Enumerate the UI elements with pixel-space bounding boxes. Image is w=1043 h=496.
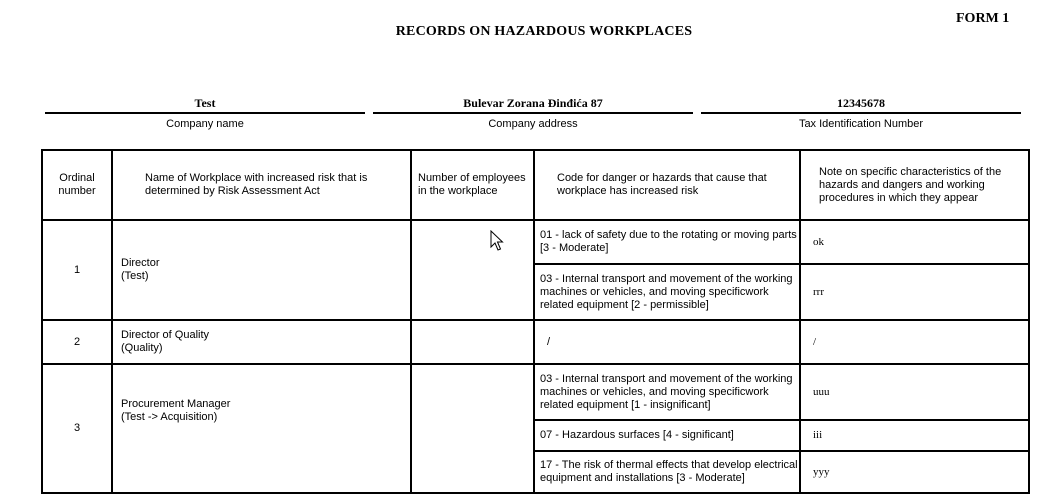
row-workplace: Procurement Manager (Test -> Acquisition) bbox=[112, 364, 411, 493]
mouse-pointer-icon bbox=[490, 230, 504, 252]
header-employee-count: Number of employees in the workplace bbox=[411, 150, 534, 220]
row-employees bbox=[411, 364, 534, 493]
company-address-caption: Company address bbox=[488, 118, 578, 130]
hazard-note-cell: iii bbox=[800, 420, 1029, 451]
row-ordinal: 1 bbox=[42, 220, 112, 320]
hazard-code-cell: 17 - The risk of thermal effects that develop electrical equipment and installations [3 - Moderate] bbox=[534, 451, 800, 493]
header-workplace-name: Name of Workplace with increased risk that is determined by Risk Assessment Act bbox=[112, 150, 411, 220]
table-header-row bbox=[42, 150, 1029, 220]
row-employees bbox=[411, 320, 534, 364]
hazard-code-cell: 07 - Hazardous surfaces [4 - significant] bbox=[534, 420, 800, 451]
hazard-code-cell: 03 - Internal transport and movement of the working machines or vehicles, and moving specificwork related equipment [1 - insignificant] bbox=[534, 364, 800, 420]
row-workplace: Director (Test) bbox=[112, 220, 411, 320]
hazard-note-cell: uuu bbox=[800, 364, 1029, 420]
row-ordinal: 2 bbox=[42, 320, 112, 364]
page-title: RECORDS ON HAZARDOUS WORKPLACES bbox=[395, 24, 693, 39]
tax-id-caption: Tax Identification Number bbox=[798, 118, 924, 130]
company-name-value: Test bbox=[194, 96, 216, 110]
hazard-code-cell: 01 - lack of safety due to the rotating or moving parts [3 - Moderate] bbox=[534, 220, 800, 264]
table-row bbox=[42, 220, 1029, 264]
hazard-code-cell: 03 - Internal transport and movement of the working machines or vehicles, and moving specificwork related equipment [2 - permissible] bbox=[534, 264, 800, 320]
company-name-underline bbox=[45, 112, 365, 114]
company-name-caption: Company name bbox=[166, 118, 244, 130]
tax-id-underline bbox=[701, 112, 1021, 114]
row-employees bbox=[411, 220, 534, 320]
table-row bbox=[42, 320, 1029, 364]
header-ordinal-number: Ordinal number bbox=[42, 150, 112, 220]
row-ordinal: 3 bbox=[42, 364, 112, 493]
hazard-code-cell: / bbox=[534, 320, 800, 364]
tax-id-value: 12345678 bbox=[837, 96, 885, 110]
hazardous-workplaces-table bbox=[41, 149, 1030, 494]
hazard-note-cell: rrr bbox=[800, 264, 1029, 320]
hazard-note-cell: yyy bbox=[800, 451, 1029, 493]
hazard-note-cell: ok bbox=[800, 220, 1029, 264]
company-address-value: Bulevar Zorana Đinđića 87 bbox=[463, 96, 603, 110]
form-label: FORM 1 bbox=[956, 11, 1010, 26]
row-workplace: Director of Quality (Quality) bbox=[112, 320, 411, 364]
header-hazard-code: Code for danger or hazards that cause that workplace has increased risk bbox=[534, 150, 800, 220]
hazard-note-cell: / bbox=[800, 320, 1029, 364]
table-row bbox=[42, 364, 1029, 420]
header-note: Note on specific characteristics of the hazards and dangers and working procedures in which they appear bbox=[800, 150, 1029, 220]
company-address-underline bbox=[373, 112, 693, 114]
